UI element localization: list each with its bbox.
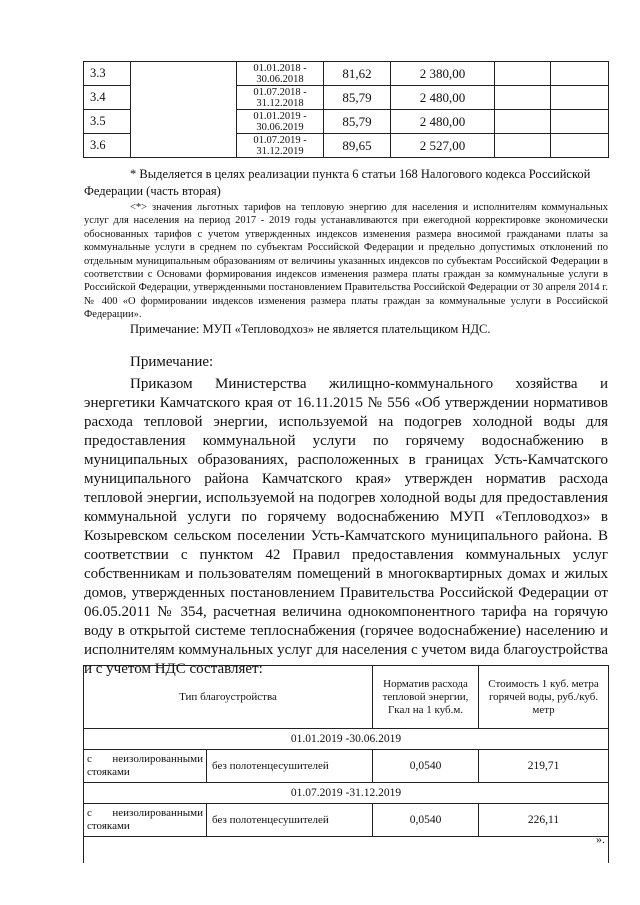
empty-cell [495, 62, 551, 86]
note-heading: Примечание: [130, 354, 214, 370]
header-cost: Стоимость 1 куб. метра горячей воды, руб./куб. метр [479, 666, 609, 729]
header-norm: Норматив расхода тепловой энергии, Гкал на 1 куб.м. [373, 666, 479, 729]
tariff-price: 2 527,00 [391, 134, 495, 158]
period-row [84, 729, 609, 750]
norm-value: 0,0540 [373, 804, 479, 837]
tariff-value: 89,65 [324, 134, 391, 158]
empty-cell [551, 62, 609, 86]
row-number: 3.5 [84, 110, 131, 134]
row-number: 3.3 [84, 62, 131, 86]
footnote-star: * Выделяется в целях реализации пункта 6 статьи 168 Налогового кодекса Российской Федерации (часть вторая) [84, 167, 591, 198]
table-row [84, 804, 609, 837]
subtype-cell: без полотенцесушителей [207, 750, 373, 783]
footnote-lgot-tariffs: <*> значения льготных тарифов на тепловую энергию для населения и исполнителям коммунальных услуг для населения на период 2017 - 2019 годы устанавливаются при ежегодной корректировке экономически обоснованных тарифов с учетом утвержденных индексов изменения размера вносимой гражданами платы за коммунальные услуги в среднем по субъектам Российской Федерации и предельно допустимых отклонений по отдельным муниципальным образованиям от величины указанных индексов по субъектам Российской Федерации в соответствии с Основами формирования индексов изменения размера платы граждан за коммунальные услуги в Российской Федерации, утвержденными постановлением Правительства Российской Федерации от 30 апреля 2014 г. № 400 «О формировании индексов изменения размера платы граждан за коммунальные услуги в Российской Федерации». [84, 202, 608, 321]
subtype-cell: без полотенцесушителей [207, 804, 373, 837]
category-cell: с неизолированными стояками [84, 804, 207, 837]
period-label: 01.07.2019 -31.12.2019 [84, 783, 609, 804]
period-cell: 01.07.2019 - 31.12.2019 [237, 134, 324, 158]
empty-cell [84, 837, 609, 864]
empty-cell [495, 110, 551, 134]
empty-cell [551, 86, 609, 110]
empty-cell [495, 134, 551, 158]
tariff-price: 2 380,00 [391, 62, 495, 86]
empty-cell [495, 86, 551, 110]
row-number: 3.6 [84, 134, 131, 158]
period-cell: 01.01.2018 - 30.06.2018 [237, 62, 324, 86]
cost-value: 226,11 [479, 804, 609, 837]
empty-row [84, 837, 609, 864]
cost-value: 219,71 [479, 750, 609, 783]
period-cell: 01.07.2018 - 31.12.2018 [237, 86, 324, 110]
empty-cell [551, 134, 609, 158]
period-label: 01.01.2019 -30.06.2019 [84, 729, 609, 750]
empty-cell [551, 110, 609, 134]
norms-table [83, 665, 609, 863]
tariff-price: 2 480,00 [391, 86, 495, 110]
table-row [84, 62, 609, 86]
table-row [84, 750, 609, 783]
norm-value: 0,0540 [373, 750, 479, 783]
period-row [84, 783, 609, 804]
tariff-table [83, 61, 609, 158]
tariff-value: 81,62 [324, 62, 391, 86]
row-number: 3.4 [84, 86, 131, 110]
table-header-row [84, 666, 609, 729]
note-nds: Примечание: МУП «Тепловодхоз» не является плательщиком НДС. [130, 322, 491, 336]
tariff-price: 2 480,00 [391, 110, 495, 134]
period-cell: 01.01.2019 - 30.06.2019 [237, 110, 324, 134]
main-paragraph: Приказом Министерства жилищно-коммунального хозяйства и энергетики Камчатского края от 16.11.2015 № 556 «Об утверждении нормативов расхода тепловой энергии, используемой на подогрев холодной воды для предоставления коммунальной услуги по горячему водоснабжению в муниципальных образованиях, расположенных в границах Усть-Камчатского муниципального района Камчатского края» утвержден норматив расхода тепловой энергии, используемой на подогрев холодной воды для предоставления коммунальной услуги по горячему водоснабжению МУП «Тепловодхоз» в Козыревском сельском поселении Усть-Камчатского муниципального района. В соответствии с пунктом 42 Правил предоставления коммунальных услуг собственникам и пользователям помещений в многоквартирных домах и жилых домов, утвержденных постановлением Правительства Российской Федерации от 06.05.2011 № 354, расчетная величина однокомпонентного тарифа на горячую воду в открытой системе теплоснабжения (горячее водоснабжение) населению и исполнителям коммунальных услуг для населения с учетом вида благоустройства и с учетом НДС составляет: [84, 376, 608, 677]
tariff-value: 85,79 [324, 110, 391, 134]
empty-merged-cell [131, 62, 237, 158]
tariff-value: 85,79 [324, 86, 391, 110]
end-quote: ». [596, 832, 605, 846]
category-cell: с неизолированными стояками [84, 750, 207, 783]
header-type: Тип благоустройства [84, 666, 373, 729]
